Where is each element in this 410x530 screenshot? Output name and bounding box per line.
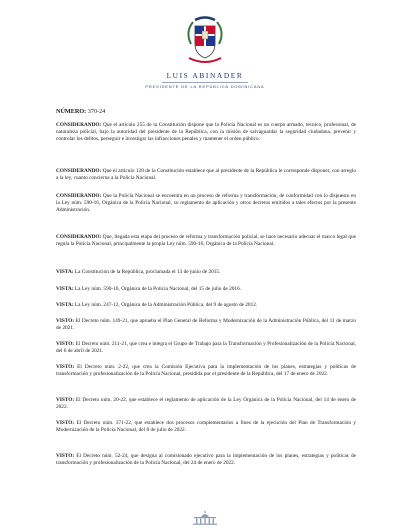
paragraph-text: El Decreto núm. 20-22, que establece el reglamento de aplicación de la Ley Orgánica de la Policía Nacional, del 14 de enero de 2022.	[56, 397, 356, 411]
decree-number-label: NÚMERO:	[56, 108, 87, 115]
paragraph-text: El Decreto núm. 371-22, que establece dos procesos complementarios a fines de la ejecución del Plan de Transformación y Modernización de la Policía Nacional, del 8 de julio de 2022.	[56, 420, 356, 434]
paragraph	[56, 168, 356, 182]
paragraph-text: Que el artículo 128 de la Constitución establece que al presidente de la República le corresponde disponer, con arreglo a la ley, cuanto concierna a la Policía Nacional.	[56, 168, 356, 182]
paragraph	[56, 269, 356, 276]
paragraph-lead: VISTO:	[56, 364, 75, 370]
paragraph-lead: CONSIDERANDO:	[56, 234, 102, 240]
paragraph-text: Que, llegada esta etapa del proceso de reforma y transformación policial, se hace necesario adecuar el marco legal que regula la Policía Nacional, principalmente la propia Ley núm. 590-16, Orgánica de la Policía Nacional.	[56, 234, 356, 248]
paragraph-text: El Decreto núm. 2-22, que crea la Comisión Ejecutiva para la implementación de los planes, estrategias y políticas de transformación y profesionalización de la Policía Nacional, presidida por el presidente de la República, del 17 de enero de 2022.	[56, 364, 356, 378]
paragraph	[56, 302, 356, 309]
paragraph	[56, 341, 356, 355]
coat-of-arms-emblem	[183, 14, 227, 68]
decree-number-value: 370-24	[87, 108, 106, 115]
paragraph-text: La Ley núm. 247-12, Orgánica de la Administración Pública, del 9 de agosto de 2012.	[73, 302, 258, 308]
paragraph	[56, 453, 356, 467]
paragraph-text: El Decreto núm. 211-21, que crea e integra el Grupo de Trabajo para la Transformación y Profesionalización de la Policía Nacional, del 6 de abril de 2021.	[56, 341, 356, 355]
paragraph-lead: VISTO:	[56, 397, 75, 403]
paragraph-text: La Ley núm. 590-16, Orgánica de la Policía Nacional, del 15 de julio de 2016.	[73, 286, 242, 292]
paragraph-lead: VISTO:	[56, 420, 75, 426]
paragraph-lead: CONSIDERANDO:	[56, 168, 102, 174]
paragraph-lead: VISTA:	[56, 286, 74, 292]
header-divider	[162, 82, 248, 83]
paragraph-lead: VISTO:	[56, 341, 75, 347]
paragraph-lead: VISTA:	[56, 269, 74, 275]
paragraph-text: La Constitución de la República, proclamada el 13 de junio de 2015.	[73, 269, 221, 275]
paragraph	[56, 193, 356, 214]
paragraph	[56, 122, 356, 143]
paragraph-lead: CONSIDERANDO:	[56, 193, 102, 199]
paragraph-lead: VISTA:	[56, 302, 74, 308]
paragraph	[56, 234, 356, 248]
paragraph-lead: CONSIDERANDO:	[56, 122, 102, 128]
paragraph-text: Que la Policía Nacional se encuentra en un proceso de reforma y transformación, de conformidad con lo dispuesto en la Ley núm. 590-16, Orgánica de la Policía Nacional, su reglamento de aplicación y otros decretos emitidos a tales efectos por la presente Administración.	[56, 193, 356, 214]
paragraph-text: El Decreto núm. 149-21, que aprueba el Plan General de Reforma y Modernización de la Administración Pública, del 11 de marzo de 2021.	[56, 318, 356, 332]
paragraph-text: El Decreto núm. 52-24, que designa al comisionado ejecutivo para la implementación de los planes, estrategias y políticas de transformación y profesionalización de la Policía Nacional, del 24 de enero de 2022.	[56, 453, 356, 467]
paragraph	[56, 420, 356, 434]
paragraph	[56, 397, 356, 411]
president-name: LUIS ABINADER	[166, 71, 244, 80]
paragraph-lead: VISTO:	[56, 453, 75, 459]
national-palace-icon	[192, 511, 218, 525]
paragraph-text: Que el artículo 255 de la Constitución dispone que la Policía Nacional es un cuerpo armado, técnico, profesional, de naturaleza policial, bajo la autoridad del presidente de la República, con la misión de salvaguardar la seguridad ciudadana, prevenir y controlar los delitos, perseguir e investigar las infracciones penales y mantener el orden público.	[56, 122, 356, 143]
decree-number	[56, 108, 105, 115]
president-title: PRESIDENTE DE LA REPÚBLICA DOMINICANA	[145, 84, 265, 89]
paragraph	[56, 286, 356, 293]
paragraph	[56, 364, 356, 378]
paragraph	[56, 318, 356, 332]
paragraph-lead: VISTO:	[56, 318, 75, 324]
